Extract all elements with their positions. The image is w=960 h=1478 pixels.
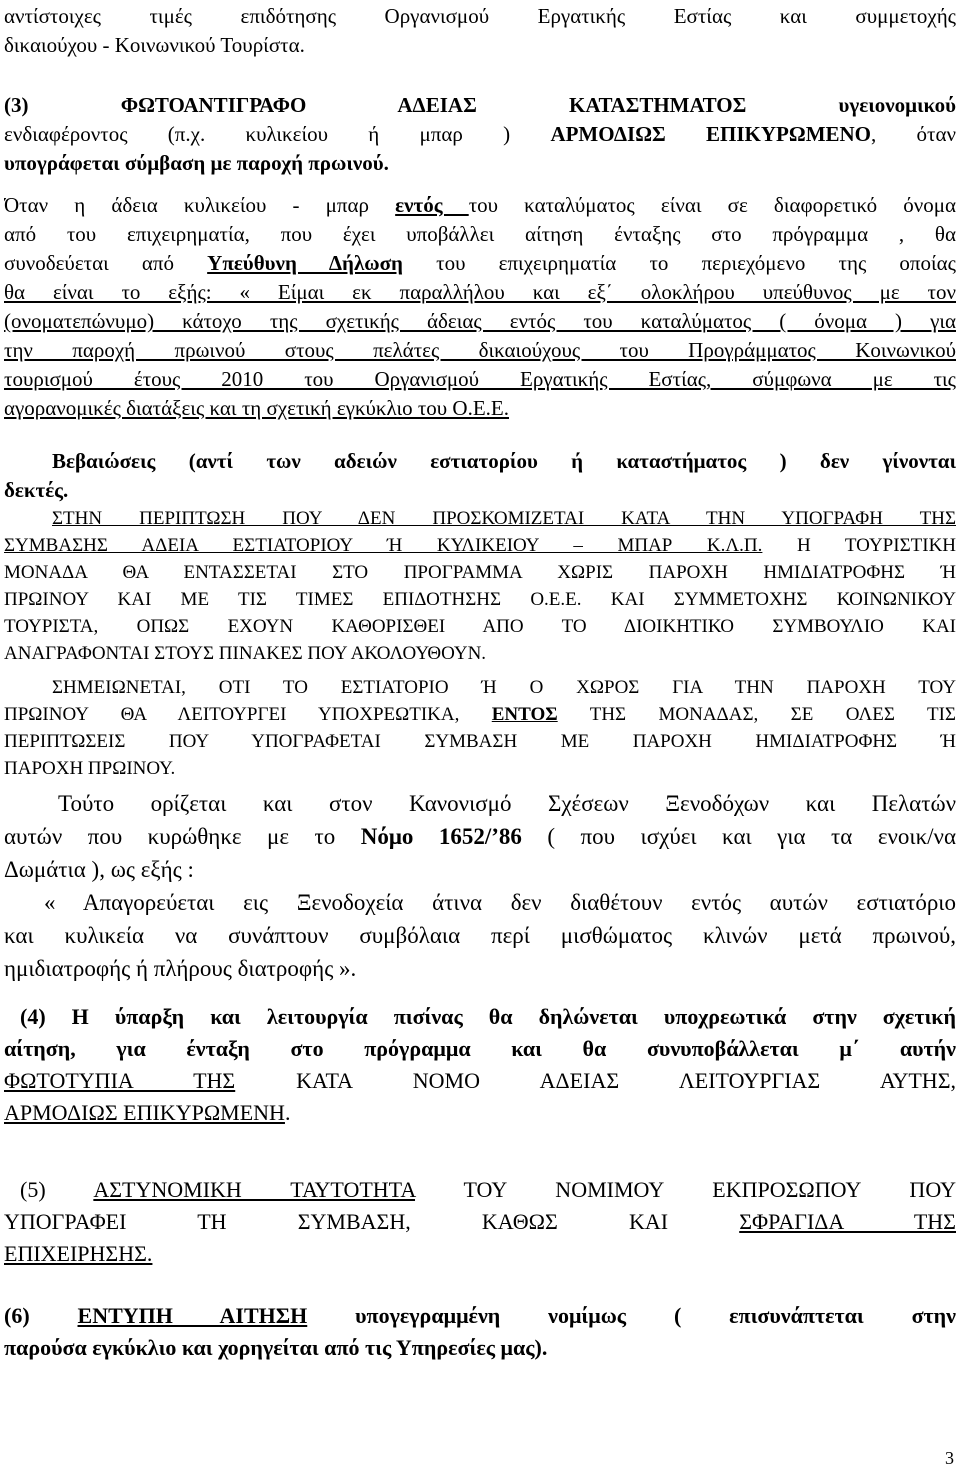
text-line: (4) Η ύπαρξη και λειτουργία πισίνας θα δηλώνεται υποχρεωτικά στην σχετική (20, 1004, 956, 1029)
text-run-emphasis: ΦΩΤΟΤΥΠΙΑ ΤΗΣ (4, 1068, 236, 1093)
text-line: Βεβαιώσεις (αντί των αδειών εστιατορίου ή καταστήματος ) δεν γίνονται (52, 449, 956, 473)
text-line (4, 191, 956, 220)
paragraph-missing-license (4, 505, 956, 667)
text-run: Όταν η άδεια κυλικείου - μπαρ (4, 193, 396, 217)
text-run: συνοδεύεται από (4, 251, 208, 275)
text-run: (6) (4, 1303, 78, 1328)
text-line (4, 701, 956, 728)
paragraph-item-6-application (4, 1300, 956, 1364)
text-line: Τούτο ορίζεται και στον Κανονισμό Σχέσεων Ξενοδόχων και Πελατών (58, 791, 956, 816)
paragraph-breakfast-location (4, 674, 956, 782)
text-line (4, 820, 956, 853)
text-run-emphasis: ΣΦΡΑΓΙΔΑ ΤΗΣ (739, 1209, 956, 1234)
text-line (4, 249, 956, 278)
paragraph-subsidy-values (4, 2, 956, 60)
text-run-emphasis: Νόμο 1652/’86 (360, 824, 522, 849)
text-run-emphasis: Υπεύθυνη Δήλωση (207, 251, 403, 275)
page-number: 3 (945, 1448, 954, 1468)
text-line: ΠΕΡΙΠΤΩΣΕΙΣ ΠΟΥ ΥΠΟΓΡΑΦΕΤΑΙ ΣΥΜΒΑΣΗ ΜΕ ΠΑΡΟΧΗ ΗΜΙΔΙΑΤΡΟΦΗΣ Ή (4, 731, 956, 752)
text-line: παρούσα εγκύκλιο και χορηγείται από τις Υπηρεσίες μας). (4, 1335, 548, 1360)
text-run-emphasis: ΑΡΜΟΔΙΩΣ ΕΠΙΚΥΡΩΜΕΝΟ (550, 122, 872, 146)
text-line: (3) ΦΩΤΟΑΝΤΙΓΡΑΦΟ ΑΔΕΙΑΣ ΚΑΤΑΣΤΗΜΑΤΟΣ υγειονομικού (4, 93, 956, 117)
paragraph-item-4-pool (4, 1001, 956, 1129)
text-line: δεκτές. (4, 478, 69, 502)
text-run: ενδιαφέροντος (π.χ. κυλικείου ή μπαρ ) (4, 122, 551, 146)
text-line: ΜΟΝΑΔΑ ΘΑ ΕΝΤΑΣΣΕΤΑΙ ΣΤΟ ΠΡΟΓΡΑΜΜΑ ΧΩΡΙΣ ΠΑΡΟΧΗ ΗΜΙΔΙΑΤΡΟΦΗΣ Ή (4, 562, 956, 583)
text-run: του καταλύματος είναι σε διαφορετικό όνομα (468, 193, 956, 217)
text-run-emphasis: ΕΝΤΥΠΗ ΑΙΤΗΣΗ (77, 1303, 308, 1328)
text-line (4, 120, 956, 149)
text-line: ΑΝΑΓΡΑΦΟΝΤΑΙ ΣΤΟΥΣ ΠΙΝΑΚΕΣ ΠΟΥ ΑΚΟΛΟΥΘΟΥΝ. (4, 643, 487, 664)
text-run-emphasis: ΣΥΜΒΑΣΗΣ ΑΔΕΙΑ ΕΣΤΙΑΤΟΡΙΟΥ Ή ΚΥΛΙΚΕΙΟΥ – ΜΠΑΡ Κ.Λ.Π. (4, 535, 763, 556)
text-run-emphasis: ΑΣΤΥΝΟΜΙΚΗ ΤΑΥΤΟΤΗΤΑ (93, 1177, 416, 1202)
text-line (4, 532, 956, 559)
text-run: ΥΠΟΓΡΑΦΕΙ ΤΗ ΣΥΜΒΑΣΗ, ΚΑΘΩΣ ΚΑΙ (4, 1209, 740, 1234)
text-line: ημιδιατροφής ή πλήρους διατροφής ». (4, 956, 357, 981)
text-line: ΠΑΡΟΧΗ ΠΡΩΙΝΟΥ. (4, 758, 176, 779)
text-line: αγορανομικές διατάξεις και τη σχετική εγκύκλιο του Ο.Ε.Ε. (4, 396, 509, 420)
text-run: ΠΡΩΙΝΟΥ ΘΑ ΛΕΙΤΟΥΡΓΕΙ ΥΠΟΧΡΕΩΤΙΚΑ, (4, 704, 492, 725)
text-run: , όταν (871, 122, 956, 146)
text-line: και κυλικεία να συνάπτουν συμβόλαια περί μισθώματος κλινών μετά πρωινού, (4, 923, 956, 948)
text-line: ΣΗΜΕΙΩΝΕΤΑΙ, ΟΤΙ ΤΟ ΕΣΤΙΑΤΟΡΙΟ Ή Ο ΧΩΡΟΣ ΓΙΑ ΤΗΝ ΠΑΡΟΧΗ ΤΟΥ (52, 677, 956, 698)
text-run: ΤΟΥ ΝΟΜΙΜΟΥ ΕΚΠΡΟΣΩΠΟΥ ΠΟΥ (415, 1177, 956, 1202)
text-line: δικαιούχου - Κοινωνικού Τουρίστα. (4, 33, 305, 57)
text-run: ΚΑΤΑ ΝΟΜΟ ΑΔΕΙΑΣ ΛΕΙΤΟΥΡΓΙΑΣ ΑΥΤΗΣ, (235, 1068, 956, 1093)
text-line: ΤΟΥΡΙΣΤΑ, ΟΠΩΣ ΕΧΟΥΝ ΚΑΘΟΡΙΣΘΕΙ ΑΠΟ ΤΟ ΔΙΟΙΚΗΤΙΚΟ ΣΥΜΒΟΥΛΙΟ ΚΑΙ (4, 616, 956, 637)
text-run-emphasis: εντός (395, 193, 469, 217)
text-line: (ονοματεπώνυμο) κάτοχο της σχετικής άδειας εντός του καταλύματος ( όνομα ) για (4, 309, 956, 333)
text-line (4, 1206, 956, 1238)
paragraph-declaration (4, 191, 956, 423)
text-line: την παροχή πρωινού στους πελάτες δικαιούχους του Προγράμματος Κοινωνικού (4, 338, 956, 362)
text-run: αυτών που κυρώθηκε με το (4, 824, 361, 849)
text-line: Δωμάτια ), ως εξής : (4, 857, 194, 882)
paragraph-regulation (4, 787, 956, 985)
text-line (4, 1097, 956, 1129)
text-run: (5) (20, 1177, 94, 1202)
text-line: αντίστοιχες τιμές επιδότησης Οργανισμού Εργατικής Εστίας και συμμετοχής (4, 4, 956, 28)
text-run: υπογεγραμμένη νομίμως ( επισυνάπτεται στην (307, 1303, 956, 1328)
text-line: θα είναι το εξής: « Είμαι εκ παραλλήλου και εξ΄ ολοκλήρου υπεύθυνος με τον (4, 280, 956, 304)
text-line (4, 1065, 956, 1097)
text-line: ΕΠΙΧΕΙΡΗΣΗΣ. (4, 1241, 153, 1266)
text-line: τουρισμού έτους 2010 του Οργανισμού Εργατικής Εστίας, σύμφωνα με τις (4, 367, 956, 391)
text-run: ΤΗΣ ΜΟΝΑΔΑΣ, ΣΕ ΟΛΕΣ ΤΙΣ (557, 704, 956, 725)
text-run: του επιχειρηματία το περιεχόμενο της οποίας (402, 251, 956, 275)
text-run: . (284, 1100, 291, 1125)
text-run: Η ΤΟΥΡΙΣΤΙΚΗ (762, 535, 956, 556)
text-line (4, 1174, 956, 1206)
text-line: « Απαγορεύεται εις Ξενοδοχεία άτινα δεν διαθέτουν εντός αυτών εστιατόριο (44, 890, 956, 915)
text-line: υπογράφεται σύμβαση με παροχή πρωινού. (4, 151, 389, 175)
text-line (4, 1300, 956, 1332)
text-line: ΣΤΗΝ ΠΕΡΙΠΤΩΣΗ ΠΟΥ ΔΕΝ ΠΡΟΣΚΟΜΙΖΕΤΑΙ ΚΑΤΑ ΤΗΝ ΥΠΟΓΡΑΦΗ ΤΗΣ (52, 508, 956, 529)
paragraph-certificates (4, 447, 956, 505)
paragraph-item-5-id (4, 1174, 956, 1270)
text-line: ΠΡΩΙΝΟΥ ΚΑΙ ΜΕ ΤΙΣ ΤΙΜΕΣ ΕΠΙΔΟΤΗΣΗΣ Ο.Ε.Ε. ΚΑΙ ΣΥΜΜΕΤΟΧΗΣ ΚΟΙΝΩΝΙΚΟΥ (4, 589, 956, 610)
text-run-emphasis: ΑΡΜΟΔΙΩΣ ΕΠΙΚΥΡΩΜΕΝΗ (4, 1100, 285, 1125)
text-run-emphasis: ΕΝΤΟΣ (491, 704, 558, 725)
text-line: αίτηση, για ένταξη στο πρόγραμμα και θα συνυποβάλλεται μ΄ αυτήν (4, 1036, 956, 1061)
text-line: από του επιχειρηματία, που έχει υποβάλλει αίτηση ένταξης στο πρόγραμμα , θα (4, 222, 956, 246)
paragraph-item-3 (4, 91, 956, 178)
text-run: ( που ισχύει και για τα ενοικ/να (521, 824, 956, 849)
